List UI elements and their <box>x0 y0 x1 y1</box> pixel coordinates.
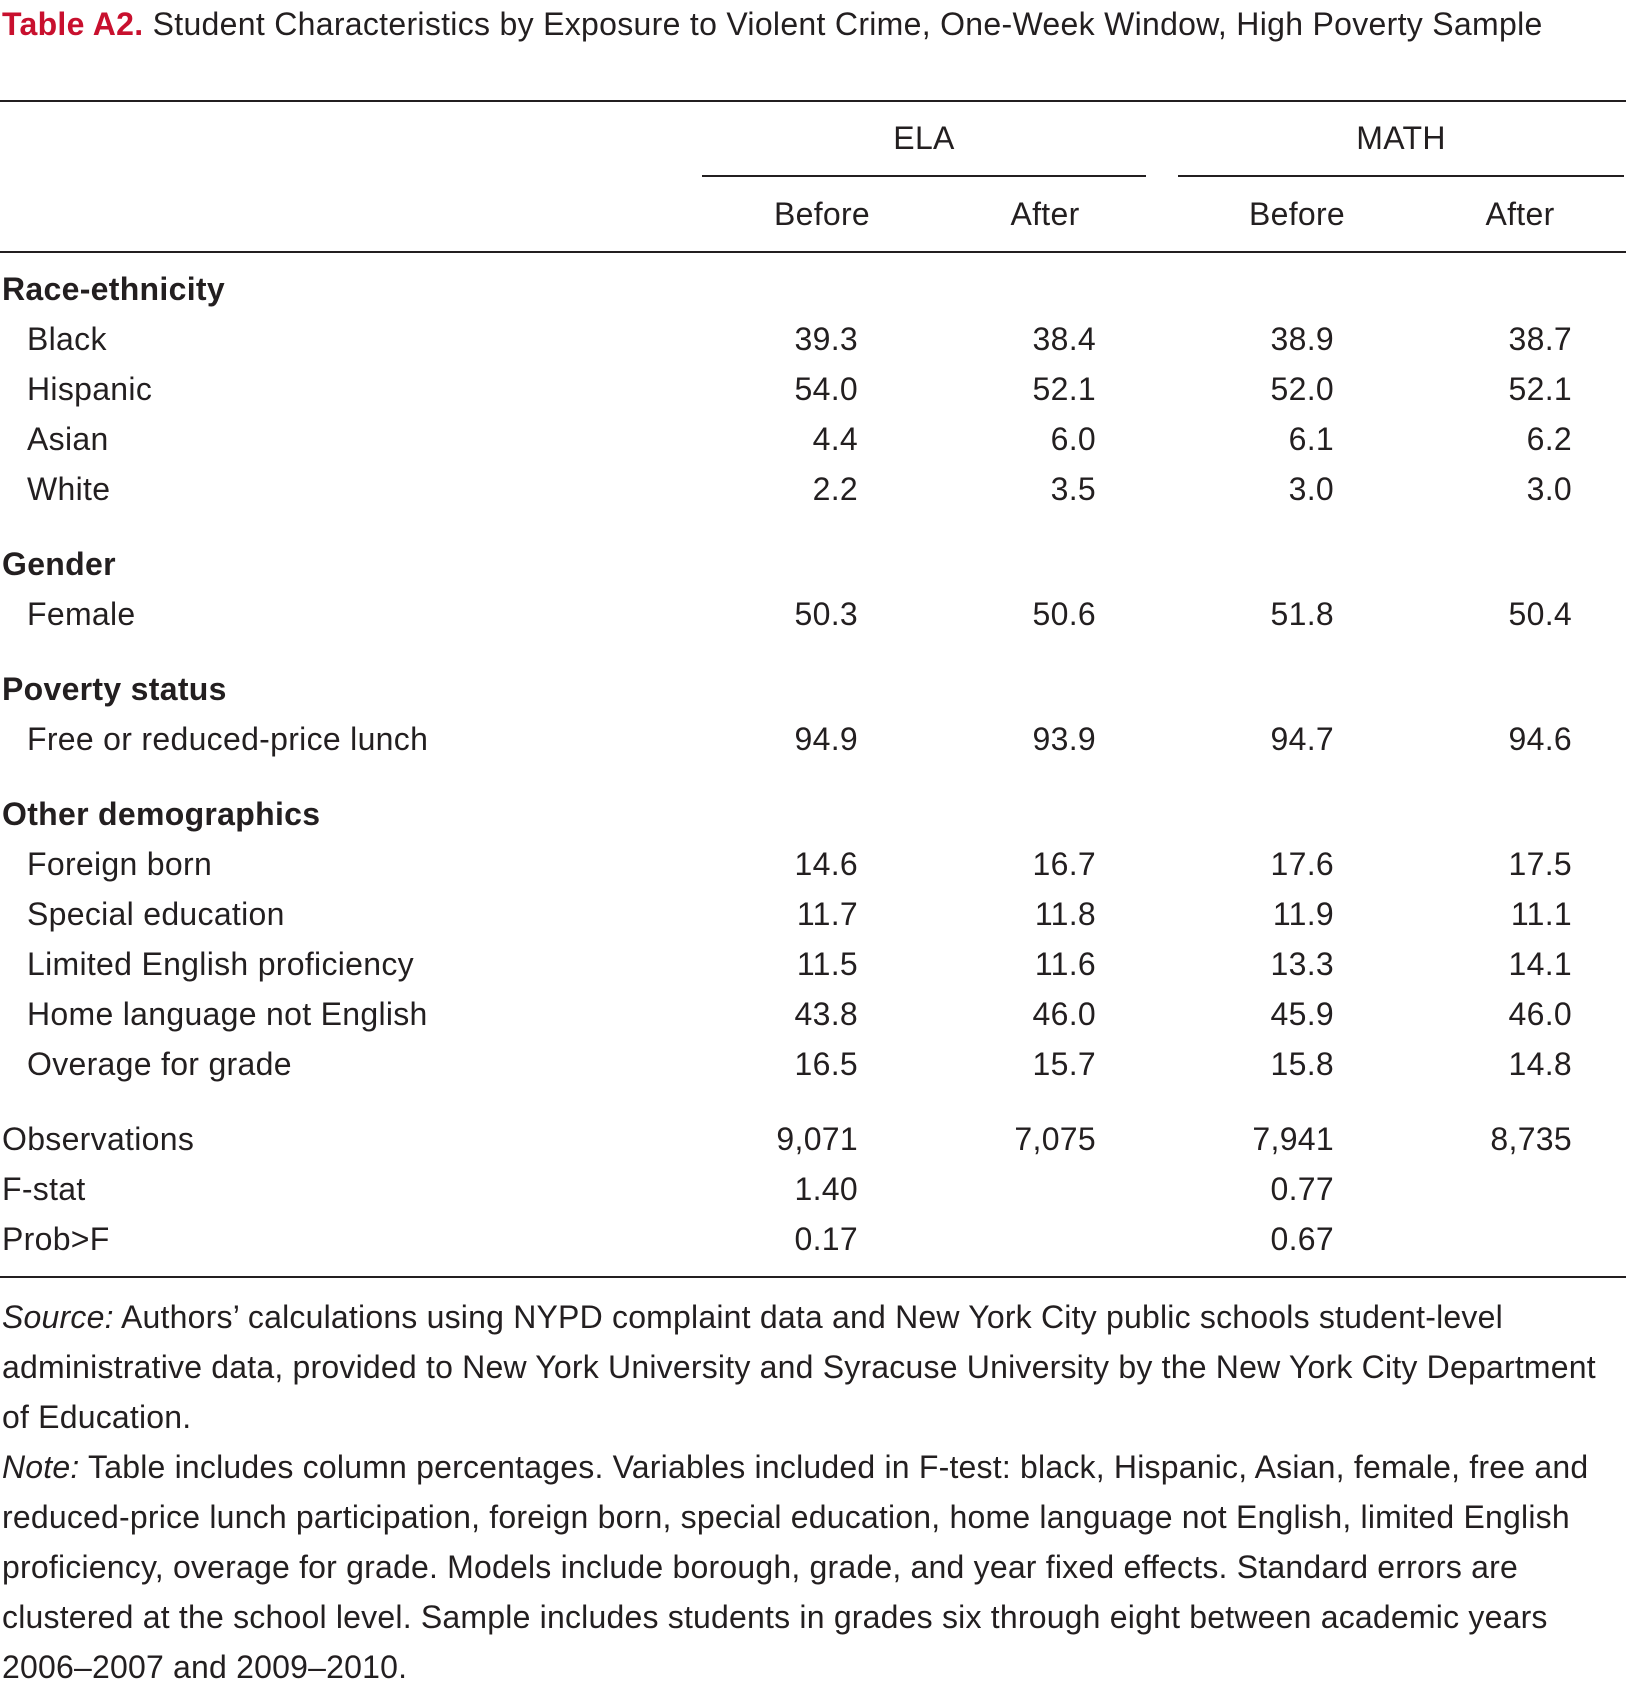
header-rule <box>0 251 1626 253</box>
note <box>2 1442 1620 1692</box>
table-cell: 0.67 <box>1270 1221 1334 1257</box>
table-cell: 11.6 <box>1034 946 1096 982</box>
section-title: Poverty status <box>2 671 227 707</box>
stat-label: F-stat <box>2 1171 86 1207</box>
table-cell: 14.8 <box>1508 1046 1572 1082</box>
table-cell: 46.0 <box>1032 996 1096 1032</box>
row-label: Special education <box>27 896 285 932</box>
subheader-math-after: After <box>1485 196 1555 232</box>
table-cell: 6.1 <box>1288 421 1334 457</box>
table-cell: 15.7 <box>1032 1046 1096 1082</box>
table-cell: 11.5 <box>796 946 858 982</box>
table-cell: 0.17 <box>794 1221 858 1257</box>
group-rule-math <box>1178 175 1624 177</box>
table-title-text: Student Characteristics by Exposure to Violent Crime, One-Week Window, High Poverty Sample <box>152 6 1543 42</box>
table-cell: 54.0 <box>794 371 858 407</box>
table-cell: 46.0 <box>1508 996 1572 1032</box>
row-label: Asian <box>27 421 109 457</box>
row-label: Overage for grade <box>27 1046 292 1082</box>
table-cell: 4.4 <box>812 421 858 457</box>
table-cell: 11.1 <box>1510 896 1572 932</box>
table-cell: 51.8 <box>1270 596 1334 632</box>
table-cell: 16.7 <box>1032 846 1096 882</box>
group-header-ela: ELA <box>893 120 955 156</box>
table-cell: 39.3 <box>794 321 858 357</box>
table-cell: 52.0 <box>1270 371 1334 407</box>
table-cell: 45.9 <box>1270 996 1334 1032</box>
note-text: Table includes column percentages. Variables included in F-test: black, Hispanic, Asian, female, free and reduced-price lunch participation, foreign born, special education, home language not English, limited English proficiency, overage for grade. Models include borough, grade, and year fixed effects. Standard errors are clustered at the school level. Sample includes students in grades six through eight between academic years 2006–2007 and 2009–2010. <box>2 1449 1589 1685</box>
table-cell: 14.1 <box>1508 946 1572 982</box>
row-label: Black <box>27 321 107 357</box>
row-label: Home language not English <box>27 996 428 1032</box>
table-cell: 2.2 <box>812 471 858 507</box>
table-cell: 93.9 <box>1032 721 1096 757</box>
table-cell: 0.77 <box>1270 1171 1334 1207</box>
bottom-rule <box>0 1276 1626 1278</box>
table-cell: 17.5 <box>1508 846 1572 882</box>
note-label: Note: <box>2 1449 80 1485</box>
section-title: Race-ethnicity <box>2 271 225 307</box>
section-title: Gender <box>2 546 116 582</box>
table-cell: 38.7 <box>1508 321 1572 357</box>
table-cell: 16.5 <box>794 1046 858 1082</box>
row-label: Female <box>27 596 136 632</box>
table-title-label: Table A2. <box>2 6 144 42</box>
table-cell: 50.4 <box>1508 596 1572 632</box>
table-cell: 13.3 <box>1270 946 1334 982</box>
table-cell: 52.1 <box>1508 371 1572 407</box>
table-cell: 11.7 <box>796 896 858 932</box>
subheader-ela-after: After <box>1010 196 1080 232</box>
table-cell: 1.40 <box>794 1171 858 1207</box>
group-header-math: MATH <box>1356 120 1446 156</box>
table-title <box>2 0 1582 48</box>
table-notes <box>2 1292 1620 1692</box>
table-cell: 7,075 <box>1014 1121 1096 1157</box>
source-note <box>2 1292 1620 1442</box>
group-rule-ela <box>702 175 1146 177</box>
table-cell: 6.0 <box>1050 421 1096 457</box>
subheader-math-before: Before <box>1248 196 1346 232</box>
row-label: Foreign born <box>27 846 213 882</box>
top-rule <box>0 100 1626 102</box>
stat-label: Observations <box>2 1121 195 1157</box>
table-cell: 3.5 <box>1050 471 1096 507</box>
table-cell: 50.6 <box>1032 596 1096 632</box>
table-cell: 7,941 <box>1252 1121 1334 1157</box>
source-text: Authors’ calculations using NYPD complaint data and New York City public schools student-level administrative data, provided to New York University and Syracuse University by the New York City Department of Education. <box>2 1299 1596 1435</box>
table-cell: 8,735 <box>1490 1121 1572 1157</box>
table-cell: 94.7 <box>1270 721 1334 757</box>
table-cell: 17.6 <box>1270 846 1334 882</box>
table-cell: 94.6 <box>1508 721 1572 757</box>
table-cell: 3.0 <box>1288 471 1334 507</box>
table-cell: 3.0 <box>1526 471 1572 507</box>
table-cell: 94.9 <box>794 721 858 757</box>
table-cell: 11.8 <box>1034 896 1096 932</box>
row-label: Free or reduced-price lunch <box>27 721 429 757</box>
table-cell: 38.4 <box>1032 321 1096 357</box>
table-cell: 52.1 <box>1032 371 1096 407</box>
table-cell: 43.8 <box>794 996 858 1032</box>
source-label: Source: <box>2 1299 114 1335</box>
table-cell: 15.8 <box>1270 1046 1334 1082</box>
table-cell: 50.3 <box>794 596 858 632</box>
table-cell: 11.9 <box>1272 896 1334 932</box>
section-title: Other demographics <box>2 796 321 832</box>
stat-label: Prob>F <box>2 1221 110 1257</box>
subheader-ela-before: Before <box>773 196 871 232</box>
row-label: Hispanic <box>27 371 153 407</box>
table-cell: 38.9 <box>1270 321 1334 357</box>
row-label: White <box>27 471 111 507</box>
table-cell: 9,071 <box>776 1121 858 1157</box>
row-label: Limited English proficiency <box>27 946 414 982</box>
table-cell: 6.2 <box>1526 421 1572 457</box>
table-cell: 14.6 <box>794 846 858 882</box>
